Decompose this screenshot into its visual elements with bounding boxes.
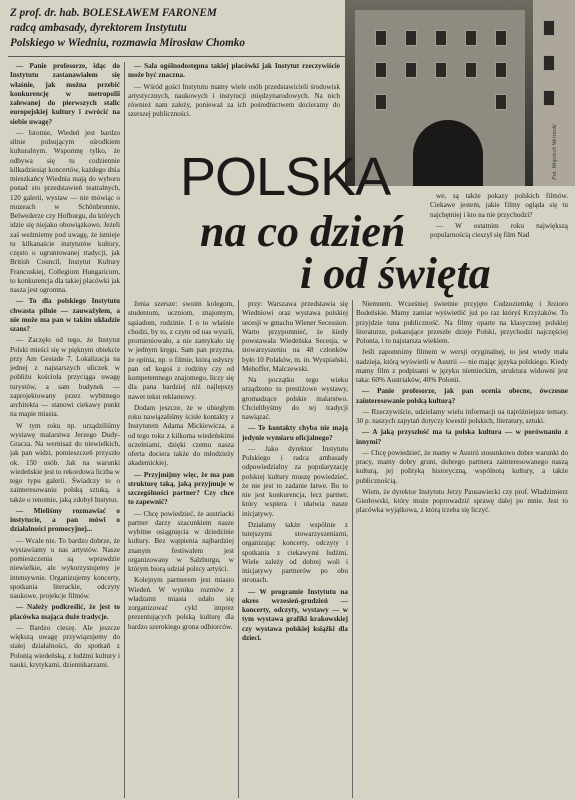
answer-paragraph: — Chcę powiedzieć, że mamy w Austrii stosunkowo dobre warunki do pracy, mamy dobry grunt, dobrego partnera zainteresowanego naszą kulturą, jej polityką historyczną, wspólnotą kultury, a także publicznością. <box>356 448 568 485</box>
question-paragraph: — Panie profesorze, jak pan ocenia obecne, ówczesne zainteresowanie polską kulturą? <box>356 387 568 405</box>
question-paragraph: — W programie Instytutu na okres wrzesień-grudzień — koncerty, odczyty, wystawy — w tym wystawa grafiki krakowskiej czy wystawa polskiej książki dla dzieci. <box>242 587 348 642</box>
answer-paragraph: przy: Warszawa przedstawia się Wiedniowi oraz wystawa polskiej secesji w gmachu Wiener Secession. Warto przypomnieć, że kiedy powstawała Wiedeńska Secesja, w stowarzyszeniu na 48 członków było 10 Polaków, m. in. Wyspiański, Mehoffer, Malczewski. <box>242 300 348 373</box>
question-paragraph: — Przyjmijmy więc, że ma pan strukturę taką, jaką przyjmuje w szczególności partner? Czy chce to zapewnić? <box>128 470 234 507</box>
column-divider <box>238 300 239 798</box>
answer-paragraph: Na początku tego wieku urządzono tu prestiżowe wystawy, gromadzące polskie malarstwo. Chcielibyśmy do tej tradycji nawiązać. <box>242 376 348 421</box>
headline-main: POLSKA <box>180 147 391 207</box>
question-paragraph: — To dla polskiego Instytutu chwasta pilnie — zauważyłem, a nie może ma pan w takim układzie szans? <box>10 297 120 333</box>
answer-paragraph: we, są także pokazy polskich filmów. Ciekawe jestem, jakie filmy ogląda się tu najchętniej i kto na nie przychodzi? <box>430 192 568 219</box>
headline-line3: i od święta <box>300 249 491 298</box>
answer-paragraph: — Jako dyrektor Instytutu Polskiego i radca ambasady odpowiedzialny za popularyzację polskiej kultury muszę powiedzieć, że nie jest to zadanie łatwe. Bo to nie jest konkurencja, lecz partner, który wspiera i ułatwia nasze inicjatywy. <box>242 444 348 518</box>
column-1 <box>10 62 120 798</box>
question-paragraph: — Należy podkreślić, że jest to placówka mająca duże tradycje. <box>10 603 120 621</box>
answer-paragraph: — Istotnie, Wiedeń jest bardzo silnie pulsującym ośrodkiem kulturalnym. Wspomnę tylko, że odbywa się tu codziennie kilkadziesiąt koncertów, każdego dnia mieszkańcy Wiednia mają do wyboru ponad sto przedstawień teatralnych, 120 galerii, wystaw — nie mówiąc o muzeach w Schönbrunnie, Belwederze czy Hofburgu, do których idzie się niejako obowiązkowo. Jeżeli zaś weźmiemy pod uwagę, że istnieje tu kilkanaście instytutów kultury, często o ugruntowanej tradycji, jak British Council, Instytut Kultury Francuskiej, Collegium Hungaricum, to konkurencja dla takiej placówki jak nasza jest ogromna. <box>10 128 120 294</box>
answer-paragraph: — Chcę powiedzieć, że austriacki partner darzy szacunkiem nasze wybitne osiągnięcia w dziedzinie kultury. Bez wątpienia najbardziej znanym festiwalem jest organizowany w Salzburgu, w którym biorą udział polscy artyści. <box>128 509 234 573</box>
column-3 <box>128 300 234 798</box>
answer-paragraph: Wiem, że dyrektor Instytutu Jerzy Pausawiecki czy prof. Władzimierz Gierłowski, który może poprowadzić sprawę dalej po mnie. Jest to placówka wyjątkowa, z którą trzeba się liczyć. <box>356 487 568 515</box>
question-paragraph: — Sala ogólnodostępna takiej placówki jak Instytut rzeczywiście może być znaczna. <box>128 62 340 80</box>
answer-paragraph: W tym roku np. urządziliśmy wystawę malarstwa Jerzego Dudy-Gracza. Na wernisaż do niewielkich, jak pan widzi, pomieszczeń przyszło ok. 150 osób. Jak na warunki wiedeńskie jest to rekordowa liczba w tego typu galerii. Świadczy to o zainteresowaniu polską sztuką, a także o renomie, jaką zdobył Instytut. <box>10 421 120 504</box>
question-paragraph: — Panie profesorze, idąc do Instytutu zastanawiałem się właśnie, jak można przebić konkurencję w metropolii zalewanej do pierwszych stalic europejskiej kultury i zwrócić na siebie uwagę? <box>10 62 120 126</box>
answer-paragraph: Dodam jeszcze, że w ubiegłym roku nawiązaliśmy ścisłe kontakty z Instytutem Adama Mickiewicza, a od tego roku z kilkoma wiedeńskimi uczelniami, dzięki czemu nasza oferta dociera także do młodzieży akademickiej. <box>128 403 234 468</box>
photo-credit: Fot. Wojciech Wernicki <box>552 124 558 180</box>
answer-paragraph: — Bardzo cieszę. Ale jeszcze większą uwagę przywiązujemy do stałej działalności, do spotkań z Polonią wiedeńską, z ludźmi kultury i nauki, krytykami, dziennikarzami. <box>10 623 120 669</box>
answer-paragraph: — Wcale nie. To bardzo dobrze, że wystawiamy u nas artystów. Nasze pomieszczenia są wprawdzie niewielkie, ale wykorzystujemy je intensywnie. Organizujemy koncerty, spotkania literackie, odczyty naukowe, projekcje filmów. <box>10 536 120 600</box>
column-divider <box>352 300 353 798</box>
intro-rule <box>8 56 346 57</box>
answer-paragraph: — W ostatnim roku największą popularnością cieszył się film Nad <box>430 221 568 239</box>
column-4 <box>242 300 348 798</box>
answer-paragraph: — Rzeczywiście, udzielamy wielu informacji na najróżniejsze tematy. 30 p. naszych zapytań dotyczy kwestii polskich, literatury, sztuki. <box>356 407 568 425</box>
article-intro <box>10 6 340 51</box>
answer-paragraph: ženia szersze: swoim kolegom, studentom, uczniom, znajomym, sąsiadom, rodzinie. I o to właśnie chodzi, by to, z czym od nas wyszli, promieniowało, a nie zamykało się w jednym kręgu. Sam pan przyzna, że opinia, np. o filmie, którą usłyszy pan od kogoś z rodziny czy od kompetentnego znajomego, liczy się dla pana bardziej niż najlepszy nawet tekst reklamowy. <box>128 300 234 401</box>
answer-paragraph: Niemnem. Wcześniej świetnie przyjęto Cudzoziemkę i Jezioro Bodeńskie. Mamy zamiar wyświetlić już po raz któryś Krzyżaków. To przyjdzie tuna publiczność. Na filmy oparte na klasycznej polskiej literaturze, pokazujące przeszłe dzieje Polski, przychodzi najczęściej Polonia, i to najstarsza wiekiem. <box>356 300 568 345</box>
answer-paragraph: Działamy także wspólnie z tutejszymi stowarzyszeniami, organizując koncerty, odczyty i spotkania z ciekawymi ludźmi. Wiele zależy od dobrej woli i inicjatywy partnerów po obu stronach. <box>242 520 348 585</box>
answer-paragraph: — Zaczęło od tego, że Instytut Polski mieści się w pięknym obiekcie przy Am Gestade 7. Lokalizacja na jednej z najstarszych uliczek w pobliżu kościoła przyciąga uwagę turystów, a sam budynek — zaprojektowany przez wybitnego architekta — stanowi ciekawy punkt na mapie miasta. <box>10 336 120 419</box>
headline-line2: na co dzień <box>200 207 406 256</box>
column-5 <box>356 300 568 798</box>
question-paragraph: — Te kontakty chyba nie mają jedynie wymiaru oficjalnego? <box>242 424 348 442</box>
question-paragraph: — Mieliśmy rozmawiać o instytucie, a pan mówi o działalności promocyjnej... <box>10 506 120 534</box>
column-2 <box>128 62 340 148</box>
answer-paragraph: — Wśród gości Instytutu mamy wiele osób przedstawicieli środowisk artystycznych, naukowych i instytucji międzynarodowych. Na nich również nam zależy, ponieważ za ich pośrednictwem docieramy do szerszej publiczności. <box>128 82 340 119</box>
intro-line: Z prof. dr. hab. BOLESŁAWEM FARONEM <box>10 7 217 19</box>
right-top-text <box>430 192 568 292</box>
column-divider <box>124 62 125 798</box>
question-paragraph: — A jaką przyszłość ma ta polska kultura — w porównaniu z innymi? <box>356 428 568 446</box>
intro-line: Polskiego w Wiedniu, rozmawia Mirosław Chomko <box>10 37 245 49</box>
answer-paragraph: Jeśli zapomnimy filmem w wersji oryginalnej, to jest wtedy mała nadzieja, którą wyświetli w Austrii — nie mając języka polskiego. Kiedy mamy film z podpisami w języku niemieckim, struktura widowni jest taka: 60% Austriaków, 40% Polonii. <box>356 348 568 384</box>
intro-line: radcą ambasady, dyrektorem Instytutu <box>10 22 187 34</box>
answer-paragraph: Kolejnym partnerem jest miasto Wiedeń. W wyniku rozmów z władzami miasta udało się zorganizować cykl imprez prezentujących polską kulturę dla bardzo szerokiego grona odbiorców. <box>128 576 234 631</box>
